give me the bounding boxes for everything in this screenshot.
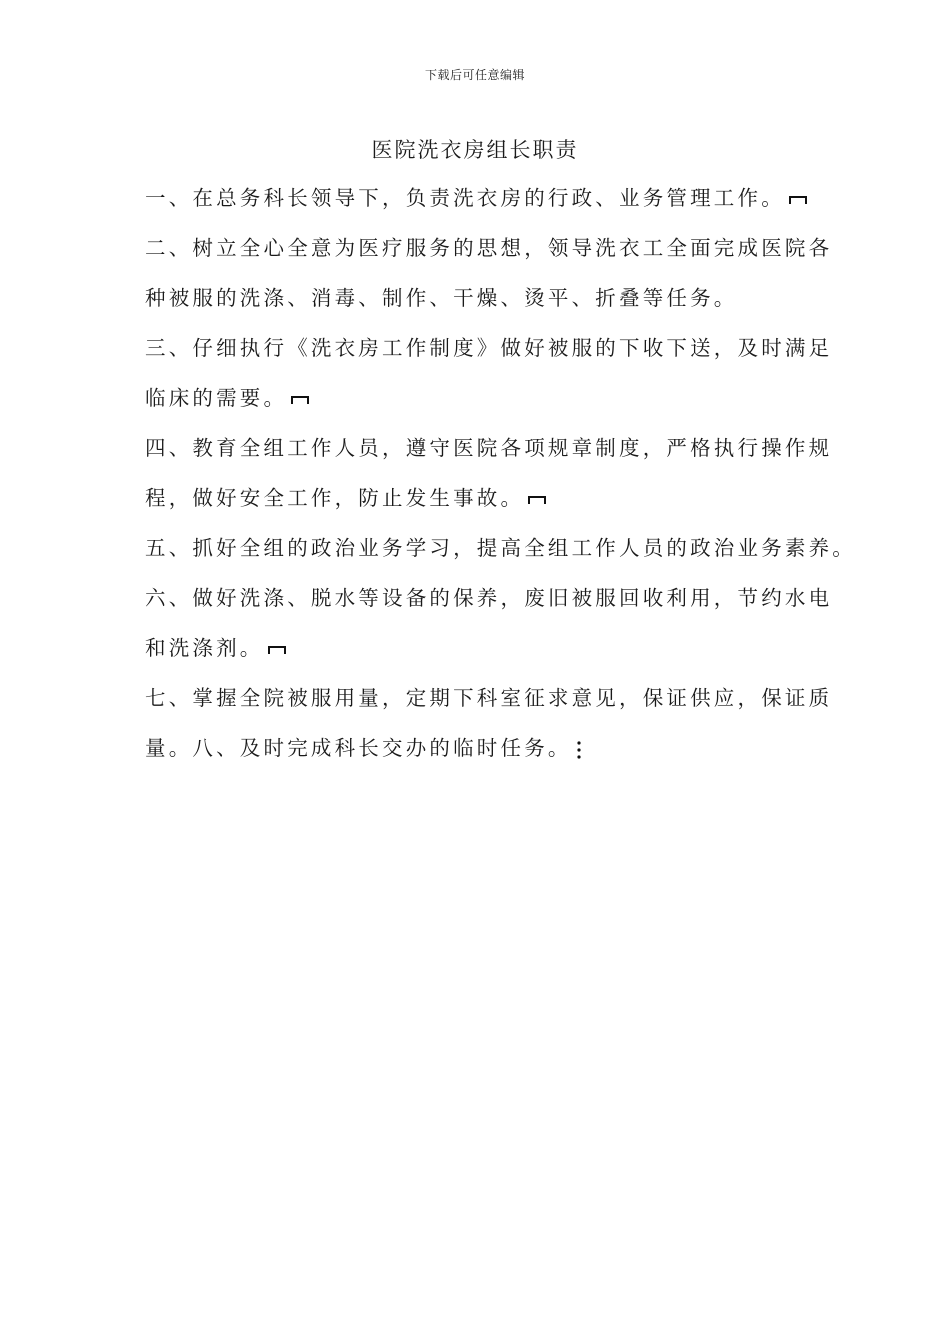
bracket-mark-icon xyxy=(789,195,807,205)
vertical-dots-icon xyxy=(576,740,582,760)
body-line-text: 三、仔细执行《洗衣房工作制度》做好被服的下收下送，及时满足 xyxy=(145,336,833,360)
header-note: 下载后可任意编辑 xyxy=(424,68,525,82)
document-body xyxy=(145,180,856,780)
body-line-text: 四、教育全组工作人员，遵守医院各项规章制度，严格执行操作规 xyxy=(145,436,833,460)
body-line xyxy=(145,330,835,380)
body-line-text: 六、做好洗涤、脱水等设备的保养，废旧被服回收利用，节约水电 xyxy=(145,586,833,610)
body-line-text: 种被服的洗涤、消毒、制作、干燥、烫平、折叠等任务。 xyxy=(145,286,738,310)
body-line-text: 和洗涤剂。 xyxy=(145,636,264,660)
body-line xyxy=(145,730,835,780)
body-line xyxy=(145,430,835,480)
body-line-text: 程，做好安全工作，防止发生事故。 xyxy=(145,486,525,510)
document-title: 医院洗衣房组长职责 xyxy=(371,138,579,162)
body-line xyxy=(145,280,835,330)
body-line xyxy=(145,530,856,580)
body-line xyxy=(145,230,835,280)
bracket-mark-icon xyxy=(268,645,286,655)
body-line xyxy=(145,630,835,680)
body-line xyxy=(145,380,835,430)
body-line-text: 一、在总务科长领导下，负责洗衣房的行政、业务管理工作。 xyxy=(145,186,785,210)
bracket-mark-icon xyxy=(291,395,309,405)
body-line xyxy=(145,180,835,230)
body-line-text: 二、树立全心全意为医疗服务的思想，领导洗衣工全面完成医院各 xyxy=(145,236,833,260)
body-line-text: 五、抓好全组的政治业务学习，提高全组工作人员的政治业务素养。 xyxy=(145,536,856,560)
body-line-text: 七、掌握全院被服用量，定期下科室征求意见，保证供应，保证质 xyxy=(145,686,833,710)
bracket-mark-icon xyxy=(528,495,546,505)
body-line-text: 量。八、及时完成科长交办的临时任务。 xyxy=(145,736,572,760)
body-line xyxy=(145,480,835,530)
body-line xyxy=(145,680,835,730)
body-line-text: 临床的需要。 xyxy=(145,386,288,410)
body-line xyxy=(145,580,835,630)
